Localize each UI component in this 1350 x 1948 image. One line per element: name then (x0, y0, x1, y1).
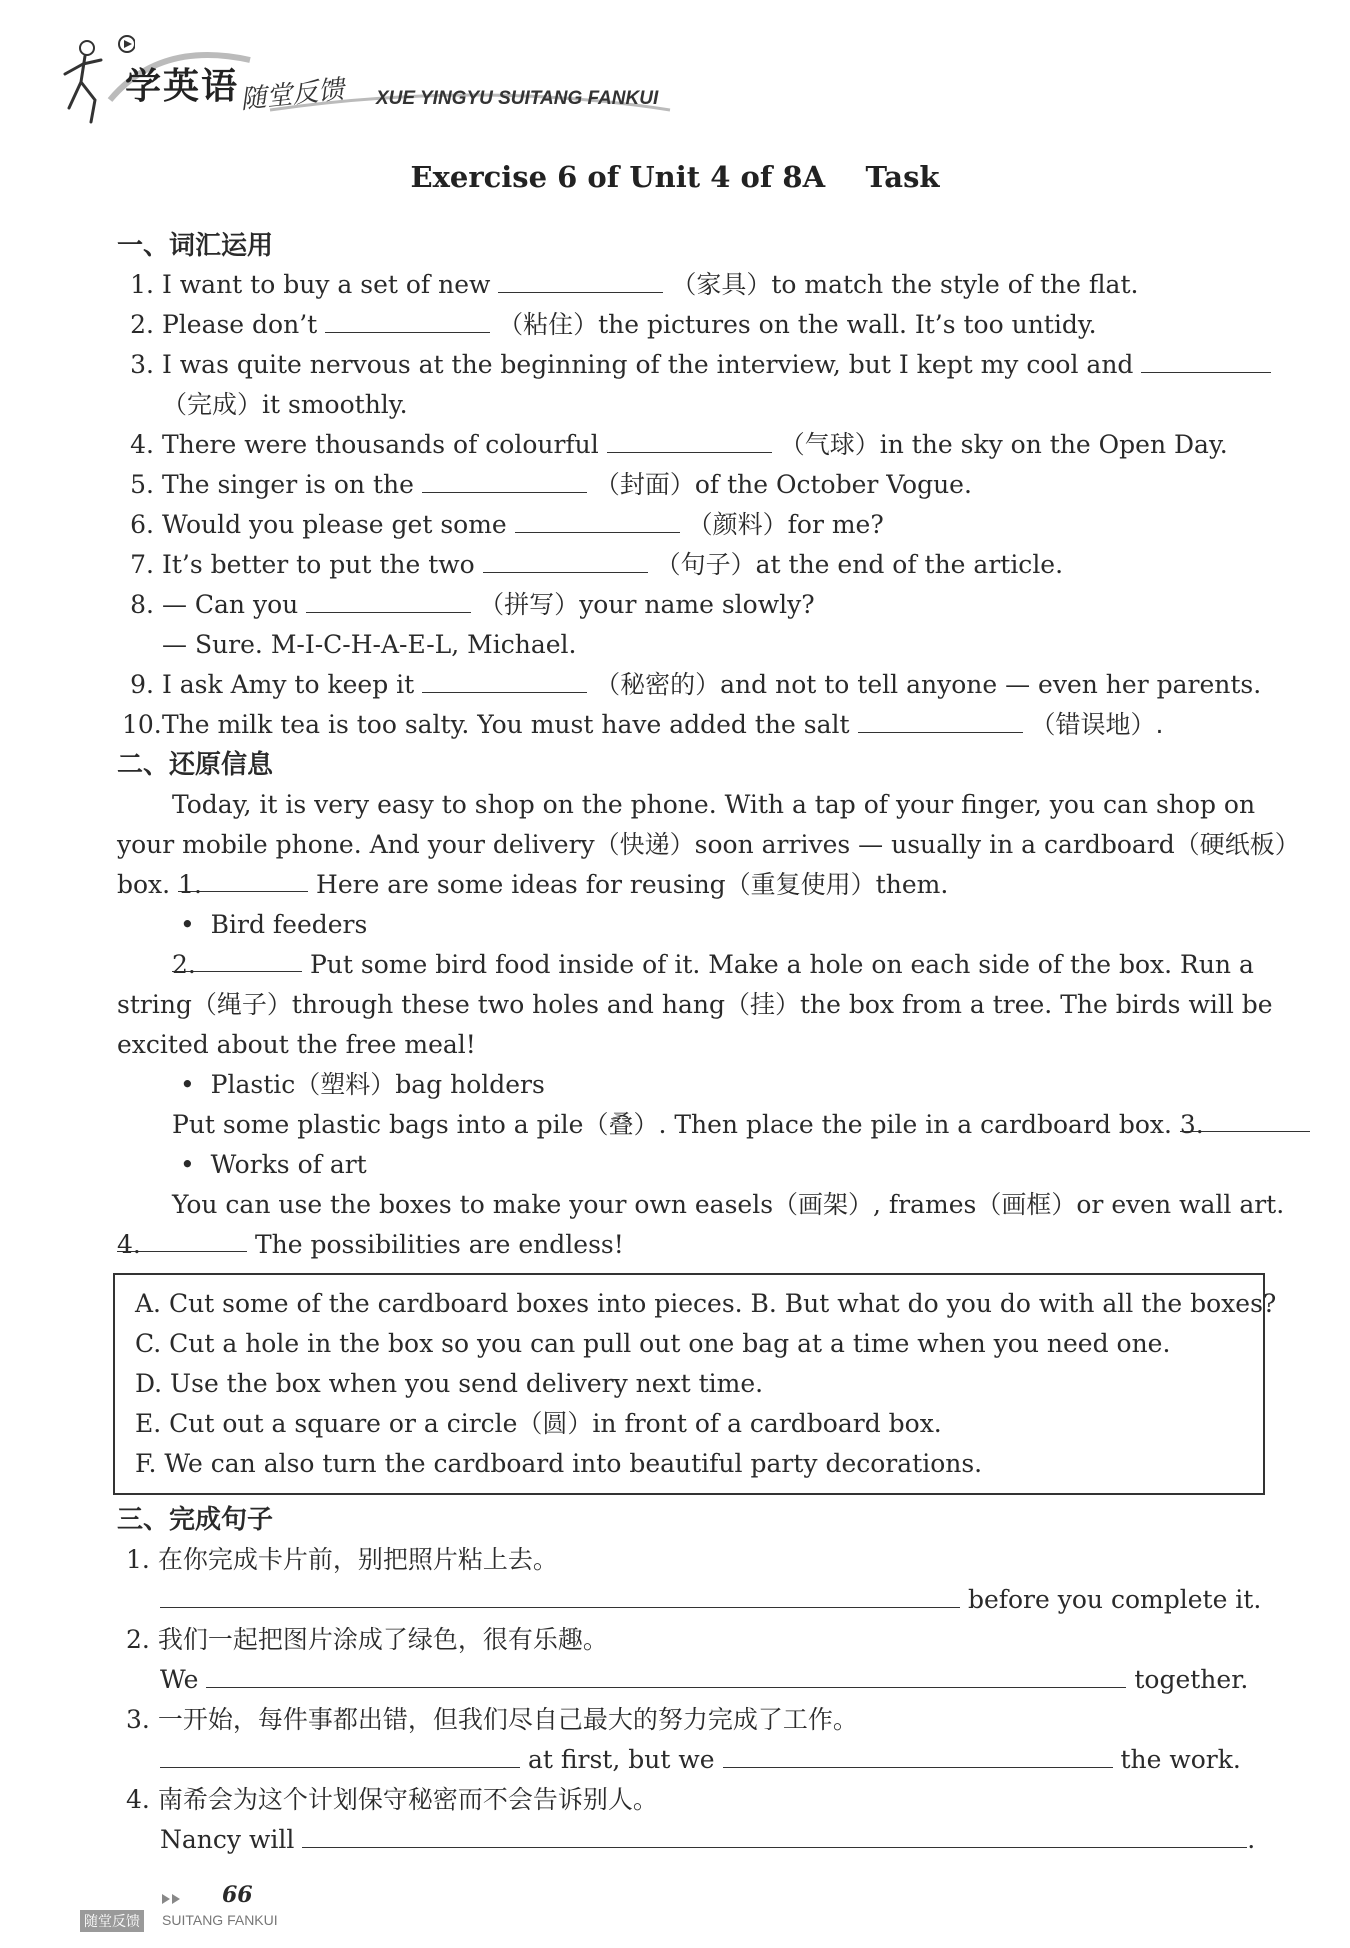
vocab-item: 9. I ask Amy to keep it （秘密的）and not to tell anyone — even her parents. (122, 665, 1350, 705)
passage-line: string（绳子）through these two holes and hang（挂）the box from a tree. The birds will be (117, 990, 1273, 1019)
logo-title: 学英语 (125, 66, 240, 107)
translate-answer: We together. (160, 1660, 1350, 1700)
passage-line: Put some plastic bags into a pile（叠）. Then place the pile in a cardboard box. 3. (172, 1105, 1350, 1145)
answer-blank[interactable] (1141, 346, 1271, 373)
passage-blank-4[interactable]: 4. (117, 1225, 247, 1252)
passage-line: You can use the boxes to make your own easels（画架）, frames（画框）or even wall art. (172, 1190, 1285, 1219)
logo-subtitle: 随堂反馈 (238, 74, 346, 116)
bullet-item: • Bird feeders (180, 910, 368, 939)
translate-prompt: 4. 南希会为这个计划保守秘密而不会告诉别人。 (126, 1785, 658, 1814)
translate-prompt: 3. 一开始，每件事都出错，但我们尽自己最大的努力完成了工作。 (126, 1705, 858, 1734)
bullet-item: • Plastic（塑料）bag holders (180, 1070, 545, 1099)
answer-blank[interactable] (483, 546, 648, 573)
page-number: 66 (222, 1882, 253, 1908)
passage-blank-2[interactable]: 2. (172, 945, 302, 972)
answer-line[interactable] (302, 1821, 1247, 1848)
translate-answer: before you complete it. (160, 1580, 1350, 1620)
passage-line: 4. The possibilities are endless! (117, 1225, 1350, 1265)
option-line: D. Use the box when you send delivery next time. (135, 1369, 764, 1398)
option-line: F. We can also turn the cardboard into beautiful party decorations. (135, 1449, 983, 1478)
translate-prompt: 2. 我们一起把图片涂成了绿色，很有乐趣。 (126, 1625, 608, 1654)
section2-title: 二、还原信息 (117, 750, 274, 780)
option-line: A. Cut some of the cardboard boxes into pieces. B. But what do you do with all the boxes? (135, 1289, 1277, 1318)
passage-line: box. 1. Here are some ideas for reusing（重复使用）them. (117, 865, 1350, 905)
passage-line: Today, it is very easy to shop on the phone. With a tap of your finger, you can shop on (172, 790, 1256, 819)
vocab-item-reply: — Sure. M-I-C-H-A-E-L, Michael. (162, 630, 577, 659)
answer-blank[interactable] (325, 306, 490, 333)
vocab-item: 10. The milk tea is too salty. You must have added the salt （错误地）. (122, 705, 1350, 745)
page-arrow-icon (160, 1892, 186, 1906)
answer-line[interactable] (723, 1741, 1113, 1768)
passage-line: your mobile phone. And your delivery（快递）soon arrives — usually in a cardboard（硬纸板） (117, 830, 1300, 859)
footer-english: SUITANG FANKUI (162, 1912, 278, 1928)
answer-blank[interactable] (498, 266, 663, 293)
answer-line[interactable] (206, 1661, 1126, 1688)
answer-blank[interactable] (515, 506, 680, 533)
translate-prompt: 1. 在你完成卡片前，别把照片粘上去。 (126, 1545, 558, 1574)
passage-line: 2. Put some bird food inside of it. Make a hole on each side of the box. Run a (172, 945, 1350, 985)
answer-blank[interactable] (422, 666, 587, 693)
vocab-item: 5. The singer is on the （封面）of the October Vogue. (122, 465, 1350, 505)
vocab-item: 3. I was quite nervous at the beginning of the interview, but I kept my cool and (122, 345, 1350, 385)
answer-blank[interactable] (422, 466, 587, 493)
answer-blank[interactable] (306, 586, 471, 613)
logo-english: XUE YINGYU SUITANG FANKUI (376, 88, 659, 109)
vocab-item: 1. I want to buy a set of new （家具）to match the style of the flat. (122, 265, 1350, 305)
option-line: C. Cut a hole in the box so you can pull out one bag at a time when you need one. (135, 1329, 1171, 1358)
passage-line: excited about the free meal! (117, 1030, 476, 1059)
exercise-title: Exercise 6 of Unit 4 of 8A Task (410, 160, 940, 194)
answer-line[interactable] (160, 1741, 520, 1768)
vocab-item: 2. Please don’t （粘住）the pictures on the wall. It’s too untidy. (122, 305, 1350, 345)
section1-title: 一、词汇运用 (117, 231, 274, 261)
passage-blank-3[interactable]: 3. (1180, 1105, 1310, 1132)
vocab-item-continued: （完成）it smoothly. (162, 390, 408, 419)
vocab-item: 4. There were thousands of colourful （气球）in the sky on the Open Day. (122, 425, 1350, 465)
translate-answer: Nancy will . (160, 1820, 1350, 1860)
option-line: E. Cut out a square or a circle（圆）in front of a cardboard box. (135, 1409, 942, 1438)
bullet-item: • Works of art (180, 1150, 367, 1179)
section3-title: 三、完成句子 (117, 1505, 274, 1535)
vocab-item: 8. — Can you （拼写）your name slowly? (122, 585, 1350, 625)
footer-tag: 随堂反馈 (80, 1910, 144, 1932)
passage-blank-1[interactable]: 1. (178, 865, 308, 892)
answer-blank[interactable] (607, 426, 772, 453)
answer-blank[interactable] (858, 706, 1023, 733)
translate-answer: at first, but we the work. (160, 1740, 1350, 1780)
answer-line[interactable] (160, 1581, 960, 1608)
vocab-item: 6. Would you please get some （颜料）for me? (122, 505, 1350, 545)
vocab-item: 7. It’s better to put the two （句子）at the end of the article. (122, 545, 1350, 585)
